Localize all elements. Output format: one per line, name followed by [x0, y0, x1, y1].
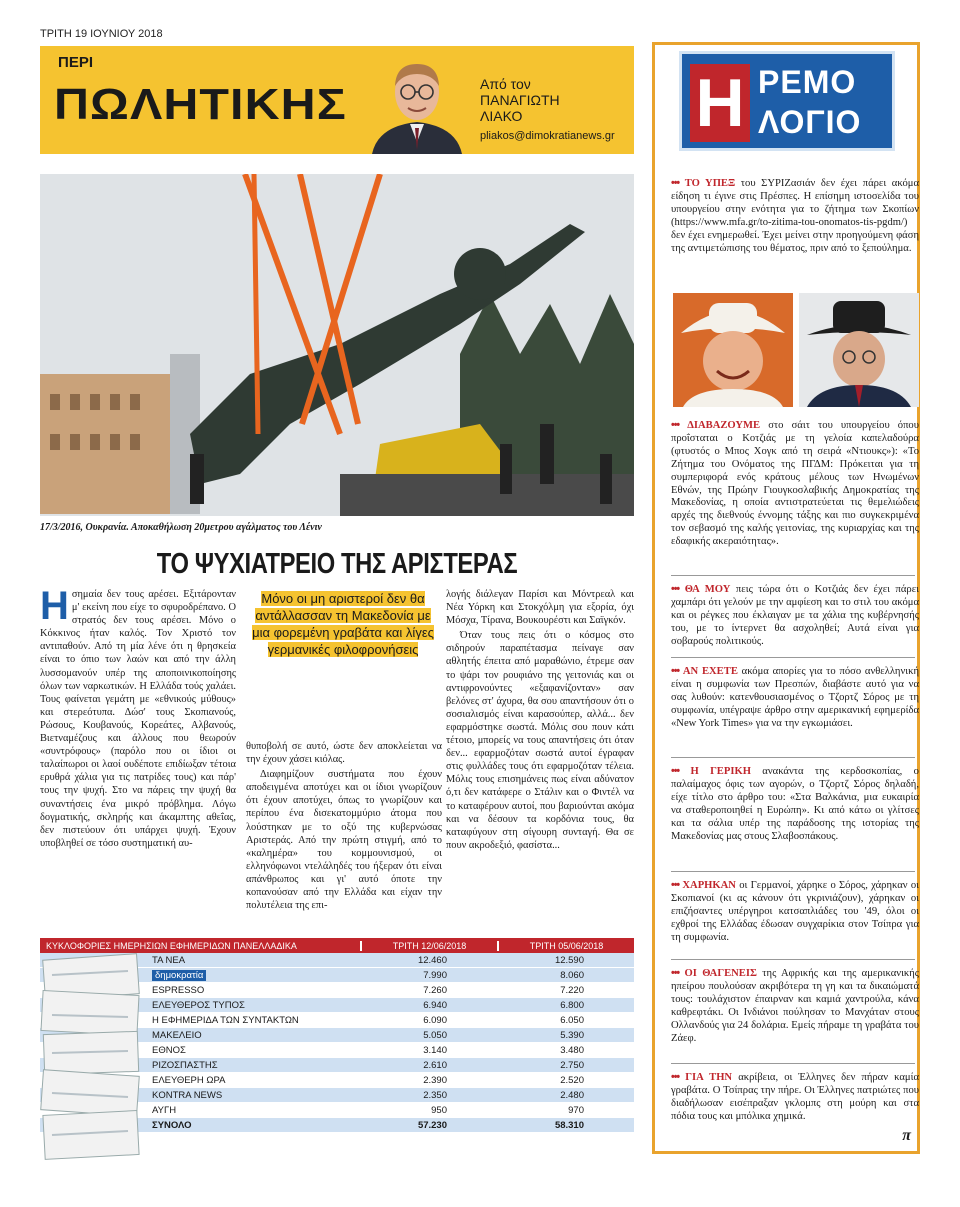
signature-mark: π [902, 1127, 911, 1144]
item-text: οι Γερμανοί, χάρηκε ο Σόρος, χάρηκαν οι Σκοπιανοί (κι ας κάνουν ότι γκρινιάζουν), χάρηκαν οι επιζήσαντες υπέργηροι κατσαπλιάδες του '49, όλοι οι εχθροί της Ελλάδας έδωσαν συγχαρίκια στον Τσίπρα για τη συμφωνία. [671, 880, 919, 943]
item-text: ακόμα απορίες για το πόσο ανθελληνική είναι η συμφωνία των Πρεσπών, διαβάστε αυτό για να σας λυθούν: κατενθουσιασμένος ο Τζορτζ Σόρος με τη συμφωνία, υπέγραψε άρθρο στην αμερικανική εφημερίδα «New York Times» για να την εγκωμιάσει. [671, 666, 919, 729]
value-b: 5.390 [560, 1029, 584, 1041]
article-headline: ΤΟ ΨΥΧΙΑΤΡΕΙΟ ΤΗΣ ΑΡΙΣΤΕΡΑΣ [156, 548, 518, 580]
item-text: ανακάντα της κερδοσκοπίας, ο παλαίμαχος όφις των αγορών, ο Τζορτζ Σόρος δηλαδή, είχε τίτλο στο άρθρο του: «Στα Βαλκάνια, μια ευκαιρία να σταθεροποιηθεί η Ευρώπη». Κι από κάτω οι γλίτσες και τα σάλια υπέρ της παράδοσης της ιστορίας της Μακεδονίας μας στους Σλαβοσπάκους. [671, 766, 919, 842]
value-b: 2.750 [560, 1059, 584, 1071]
item-text: ακρίβεια, οι Έλληνες δεν πήραν καμία γραβάτα. Ο Τσίπρας την πήρε. Οι Έλληνες πατριώτες που διαδήλωσαν εισέπραξαν γκλομπς στη μούρη και στα πόδια τους και μπόλικα χημικά. [671, 1072, 919, 1122]
value-b: 970 [568, 1104, 584, 1116]
item-text: της Αφρικής και της αμερικανικής ηπείρου πουλούσαν ακριβότερα τη γη και τα δικαιώματά τους: τουλάχιστον έπαιρναν και καμιά χαντρούλα, κάνα καθρεφτάκι. Οι Ινδιάνοι πούλησαν το Μανχάταν στους Ολλανδούς για 24 δολάρια. Εμείς πήραμε τη γραβάτα του Ζάεφ. [671, 968, 919, 1044]
diary-item [671, 177, 919, 255]
pull-quote-text: Μόνο οι μη αριστεροί δεν θα αντάλλασσαν τη Μακεδονία με μια φορεμένη γραβάτα και λίγες γερμανικές φιλοφρονήσεις [252, 591, 434, 657]
diary-logo-line-1: ΡΕΜΟ [758, 64, 857, 100]
diary-logo-letter: Η [690, 64, 750, 142]
value-b: 8.060 [560, 969, 584, 981]
total-label: ΣΥΝΟΛΟ [152, 1119, 192, 1131]
paper-name: ΡΙΖΟΣΠΑΣΤΗΣ [152, 1059, 218, 1071]
lenin-statue-photo [40, 174, 634, 516]
diary-item [671, 419, 919, 549]
diary-item [671, 583, 919, 649]
table-header [40, 938, 634, 953]
diary-column [652, 42, 920, 1154]
value-b: 6.050 [560, 1014, 584, 1026]
article-column-1 [40, 584, 236, 852]
paper-name: ΜΑΚΕΛΕΙΟ [152, 1029, 202, 1041]
article-paragraph: θυποβολή σε αυτό, ώστε δεν αποκλείεται να την έχουν χάσει κιόλας. [246, 741, 442, 766]
bullet-dots: ••• [671, 879, 680, 891]
value-a: 7.990 [423, 969, 447, 981]
paper-name: ΕΘΝΟΣ [152, 1044, 186, 1056]
value-b: 2.480 [560, 1089, 584, 1101]
article-paragraph: Όταν τους πεις ότι ο κόσμος στο σιδηρούν παραπέτασμα πείναγε σαν αθλητής έπειτα από μαραθώνιο, έτρεμε σαν το ψάρι τον ρουφιάνο της γειτονιάς και οι αντιφρονούντες «εξαφανίζονταν» σαν βελόνες στ' άχυρα, θα σου απαντήσουν ότι ο σοσιαλισμός είναι καρασούπερ, αλλά... δεν εφαρμόστηκε σωστά. Μόλις σου πουν κάτι τέτοιο, μπορείς να τους απαντήσεις ότι όταν δεν... εφαρμοζόταν σωστά αυτοί έγραφαν στις φυλλάδες τους ότι εφαρμοζόταν τέλεια. Μόλις τους επισημάνεις πως είναι αδύνατον ό,τι δεν κατάφερε ο Στάλιν και ο Φιντέλ να το καταφέρουν αυτοί, που βαριούνται ακόμα και να δέσουν τα κορδόνια τους, θα καταφύγουν στη σίγουρη συνταγή. Θα σε πουν ακροδεξιό, φασίστα... [446, 630, 634, 851]
value-a: 3.140 [423, 1044, 447, 1056]
item-lead: ΤΟ ΥΠΕΞ [684, 178, 736, 189]
item-lead: ΑΝ ΕΧΕΤΕ [682, 666, 738, 677]
paper-name: ΑΥΓΗ [152, 1104, 177, 1116]
item-text: πεις τώρα ότι ο Κοτζιάς δεν έχει πάρει χαμπάρι ότι γελούν με την αμφίεση και το στιλ του ακόμα και οι ρέγκες που έκλαιγαν με τα χάλια της κυβέρνησής του, με το ίντερνετ θα ασχοληθεί; Αυτά είναι για σοβαρούς πολιτικούς. [671, 584, 920, 647]
item-lead: ΘΑ ΜΟΥ [684, 584, 731, 595]
column-banner [40, 46, 634, 154]
item-lead: ΓΙΑ ΤΗΝ [685, 1072, 733, 1083]
paper-name: ESPRESSO [152, 984, 205, 996]
item-lead: ΧΑΡΗΚΑΝ [682, 880, 736, 891]
value-b: 2.520 [560, 1074, 584, 1086]
divider [671, 871, 915, 872]
photo-caption: 17/3/2016, Ουκρανία. Αποκαθήλωση 20μετρου αγάλματος του Λένιν [40, 522, 322, 533]
value-b: 12.590 [554, 954, 584, 966]
diary-item [671, 1071, 919, 1124]
value-b: 3.480 [560, 1044, 584, 1056]
bullet-dots: ••• [671, 419, 680, 431]
item-text: στο σάιτ του υπουργείου όπου προΐσταται ο Κοτζιάς με τη γελοία καπελαδούρα (φτυστός ο Μπος Χογκ από τη σειρά «Ντιουκς»): «Το Ζήτημα του Ονόματος της ΠΓΔΜ: Πρόκειται για τη συμπεριφορά ενός κράτους μέλους των Ηνωμένων Εθνών, της Πρώην Γιουγκοσλαβικής Δημοκρατίας της Μακεδονίας, η οποία αντιστρατεύεται τις θεμελιώδεις αρχές της διεθνούς έννομης τάξης και πιο συγκεκριμένα τον σεβασμό της καλής γειτονίας, της κυριαρχίας και της εδαφικής ακεραιότητας». [671, 420, 919, 548]
value-a: 2.610 [423, 1059, 447, 1071]
value-a: 6.940 [423, 999, 447, 1011]
divider [671, 1063, 915, 1064]
value-b: 6.800 [560, 999, 584, 1011]
author-first-name: ΠΑΝΑΓΙΩΤΗ [480, 92, 560, 108]
paper-name: ΤΑ ΝΕΑ [152, 954, 186, 966]
divider [671, 575, 915, 576]
item-text: του ΣΥΡΙΖασιάν δεν έχει πάρει ακόμα είδηση τι έγινε στις Πρέσπες. Η επίσημη ιστοσελίδα του υπουργείου στην ενότητα για το ζήτημα των Σκοπίων (https://www.mfa.gr/to-zitima-tou-onomatos-tis-pgdm/) δεν έχει ενημερωθεί. Έχει μείνει στην προηγούμενη φάση της αντιμετώπισης του θέματος, πριν από το ξεπούλημα. [671, 178, 919, 254]
paper-name: δημοκρατία [152, 970, 206, 981]
article-paragraph: λογής διάλεγαν Παρίσι και Μόντρεαλ και Νέα Υόρκη και Στοκχόλμη για εξορία, όχι Μόσχα, Τίρανα, Βουκουρέστι και Σαϊγκόν. [446, 589, 634, 627]
boss-hogg-photo [673, 293, 793, 407]
issue-date: ΤΡΙΤΗ 19 ΙΟΥΝΙΟΥ 2018 [40, 28, 163, 40]
item-lead: ΟΙ ΘΑΓΕΝΕΙΣ [684, 968, 757, 979]
bullet-dots: ••• [671, 1071, 680, 1083]
bullet-dots: ••• [671, 967, 680, 979]
total-a: 57.230 [417, 1119, 447, 1131]
value-a: 7.260 [423, 984, 447, 996]
diary-item [671, 967, 919, 1045]
value-a: 950 [431, 1104, 447, 1116]
bullet-dots: ••• [671, 665, 680, 677]
diary-logo [679, 51, 895, 151]
bullet-dots: ••• [671, 583, 680, 595]
divider [671, 657, 915, 658]
paper-name: ΕΛΕΥΘΕΡΗ ΩΡΑ [152, 1074, 226, 1086]
diary-item [671, 665, 919, 731]
item-lead: Η ΓΕΡΙΚΗ [690, 766, 751, 777]
table-title: ΚΥΚΛΟΦΟΡΙΕΣ ΗΜΕΡΗΣΙΩΝ ΕΦΗΜΕΡΙΔΩΝ ΠΑΝΕΛΛΑΔΙΚΑ [46, 940, 297, 951]
author-email[interactable]: pliakos@dimokratianews.gr [480, 130, 615, 142]
column-kicker: ΠΕΡΙ [58, 54, 94, 71]
diary-item [671, 879, 919, 945]
value-a: 5.050 [423, 1029, 447, 1041]
divider [671, 959, 915, 960]
value-a: 2.350 [423, 1089, 447, 1101]
column-title: ΠΩΛΗΤΙΚΗΣ [54, 80, 347, 129]
column-header-a: ΤΡΙΤΗ 12/06/2018 [360, 941, 497, 951]
byline-prefix: Από τον [480, 76, 531, 92]
author-last-name: ΛΙΑΚΟ [480, 108, 523, 124]
value-a: 12.460 [417, 954, 447, 966]
author-portrait [366, 52, 468, 154]
article-column-3 [446, 588, 634, 854]
item-lead: ΔΙΑΒΑΖΟΥΜΕ [687, 420, 761, 431]
bullet-dots: ••• [671, 765, 680, 777]
bullet-dots: ••• [671, 177, 680, 189]
value-b: 7.220 [560, 984, 584, 996]
paper-name: KONTRA NEWS [152, 1089, 223, 1101]
paper-name: Η ΕΦΗΜΕΡΙΔΑ ΤΩΝ ΣΥΝΤΑΚΤΩΝ [152, 1014, 299, 1026]
kotzias-photo [799, 293, 919, 407]
article-paragraph: σημαία δεν τους αρέσει. Εξιτάρονταν μ' εκείνη που είχε το σφυροδρέπανο. Ο στρατός δεν τους αρέσει. Μόνο ο Κόκκινος ήταν καλός. Τον Χριστό τον αντιπαθούν. Από τη μία λένε ότι η θρησκεία είναι το όπιο των λαών και από την άλλη λυσσομανούν υπέρ της αποποινικοποίησης όλων των ναρκωτικών. Η Ελλάδα τούς χαλάει. Τους φαίνεται γεμάτη με «εθνικούς μύθους» και στερεότυπα. Δώσ' τους Σκοπιανούς, Ρώσους, Κουβανούς, Κορεάτες, Αλβανούς, Βιετναμέζους και άλλους που θεωρούν «συντρόφους» (παρόλο που οι ίδιοι οι ταλαίπωροι οι λαοί ουδέποτε επιδίωξαν τέτοια ερυθρά χάλια για τις πατρίδες τους) και πάρ' τους την ψυχή. Στο να πάρεις την ψυχή θα συναντήσεις ένα μικρό πρόβλημα. Λόγω δογματικής, σκληρής και άκαμπτης αθεΐας, δεν πιστεύουν ότι υπάρχει ψυχή. Έχουν υποβληθεί σε τόσο συστηματική αυ- [40, 589, 236, 849]
diary-logo-line-2: ΛΟΓΙΟ [758, 104, 862, 140]
paper-name: ΕΛΕΥΘΕΡΟΣ ΤΥΠΟΣ [152, 999, 245, 1011]
byline [480, 76, 560, 124]
value-a: 2.390 [423, 1074, 447, 1086]
total-b: 58.310 [554, 1119, 584, 1131]
divider [671, 757, 915, 758]
column-header-b: ΤΡΙΤΗ 05/06/2018 [497, 941, 634, 951]
article-column-2 [246, 740, 442, 914]
pull-quote [248, 590, 438, 658]
article-paragraph: Διαφημίζουν συστήματα που έχουν αποδειγμένα αποτύχει και οι ίδιοι γνωρίζουν ότι έχουν αποτύχει, όπως το γνωρίζουν και περίπου ένα δισεκατομμύριο άτομα που λούστηκαν με το οξύ της κυβερνώσας Αριστεράς. Από την πρώτη στιγμή, από το «καλημέρα» του κομμουνισμού, οι ελληνόφωνοι ντελάληδές του ήξεραν ότι είναι απάνθρωπος και γι' αυτό όποτε την κοπανούσαν από την Ελλάδα και είχαν την πολυτέλεια της επι- [246, 769, 442, 912]
diary-item [671, 765, 919, 843]
value-a: 6.090 [423, 1014, 447, 1026]
newspapers-stack-image [40, 953, 144, 1163]
drop-cap: Η [40, 584, 69, 628]
